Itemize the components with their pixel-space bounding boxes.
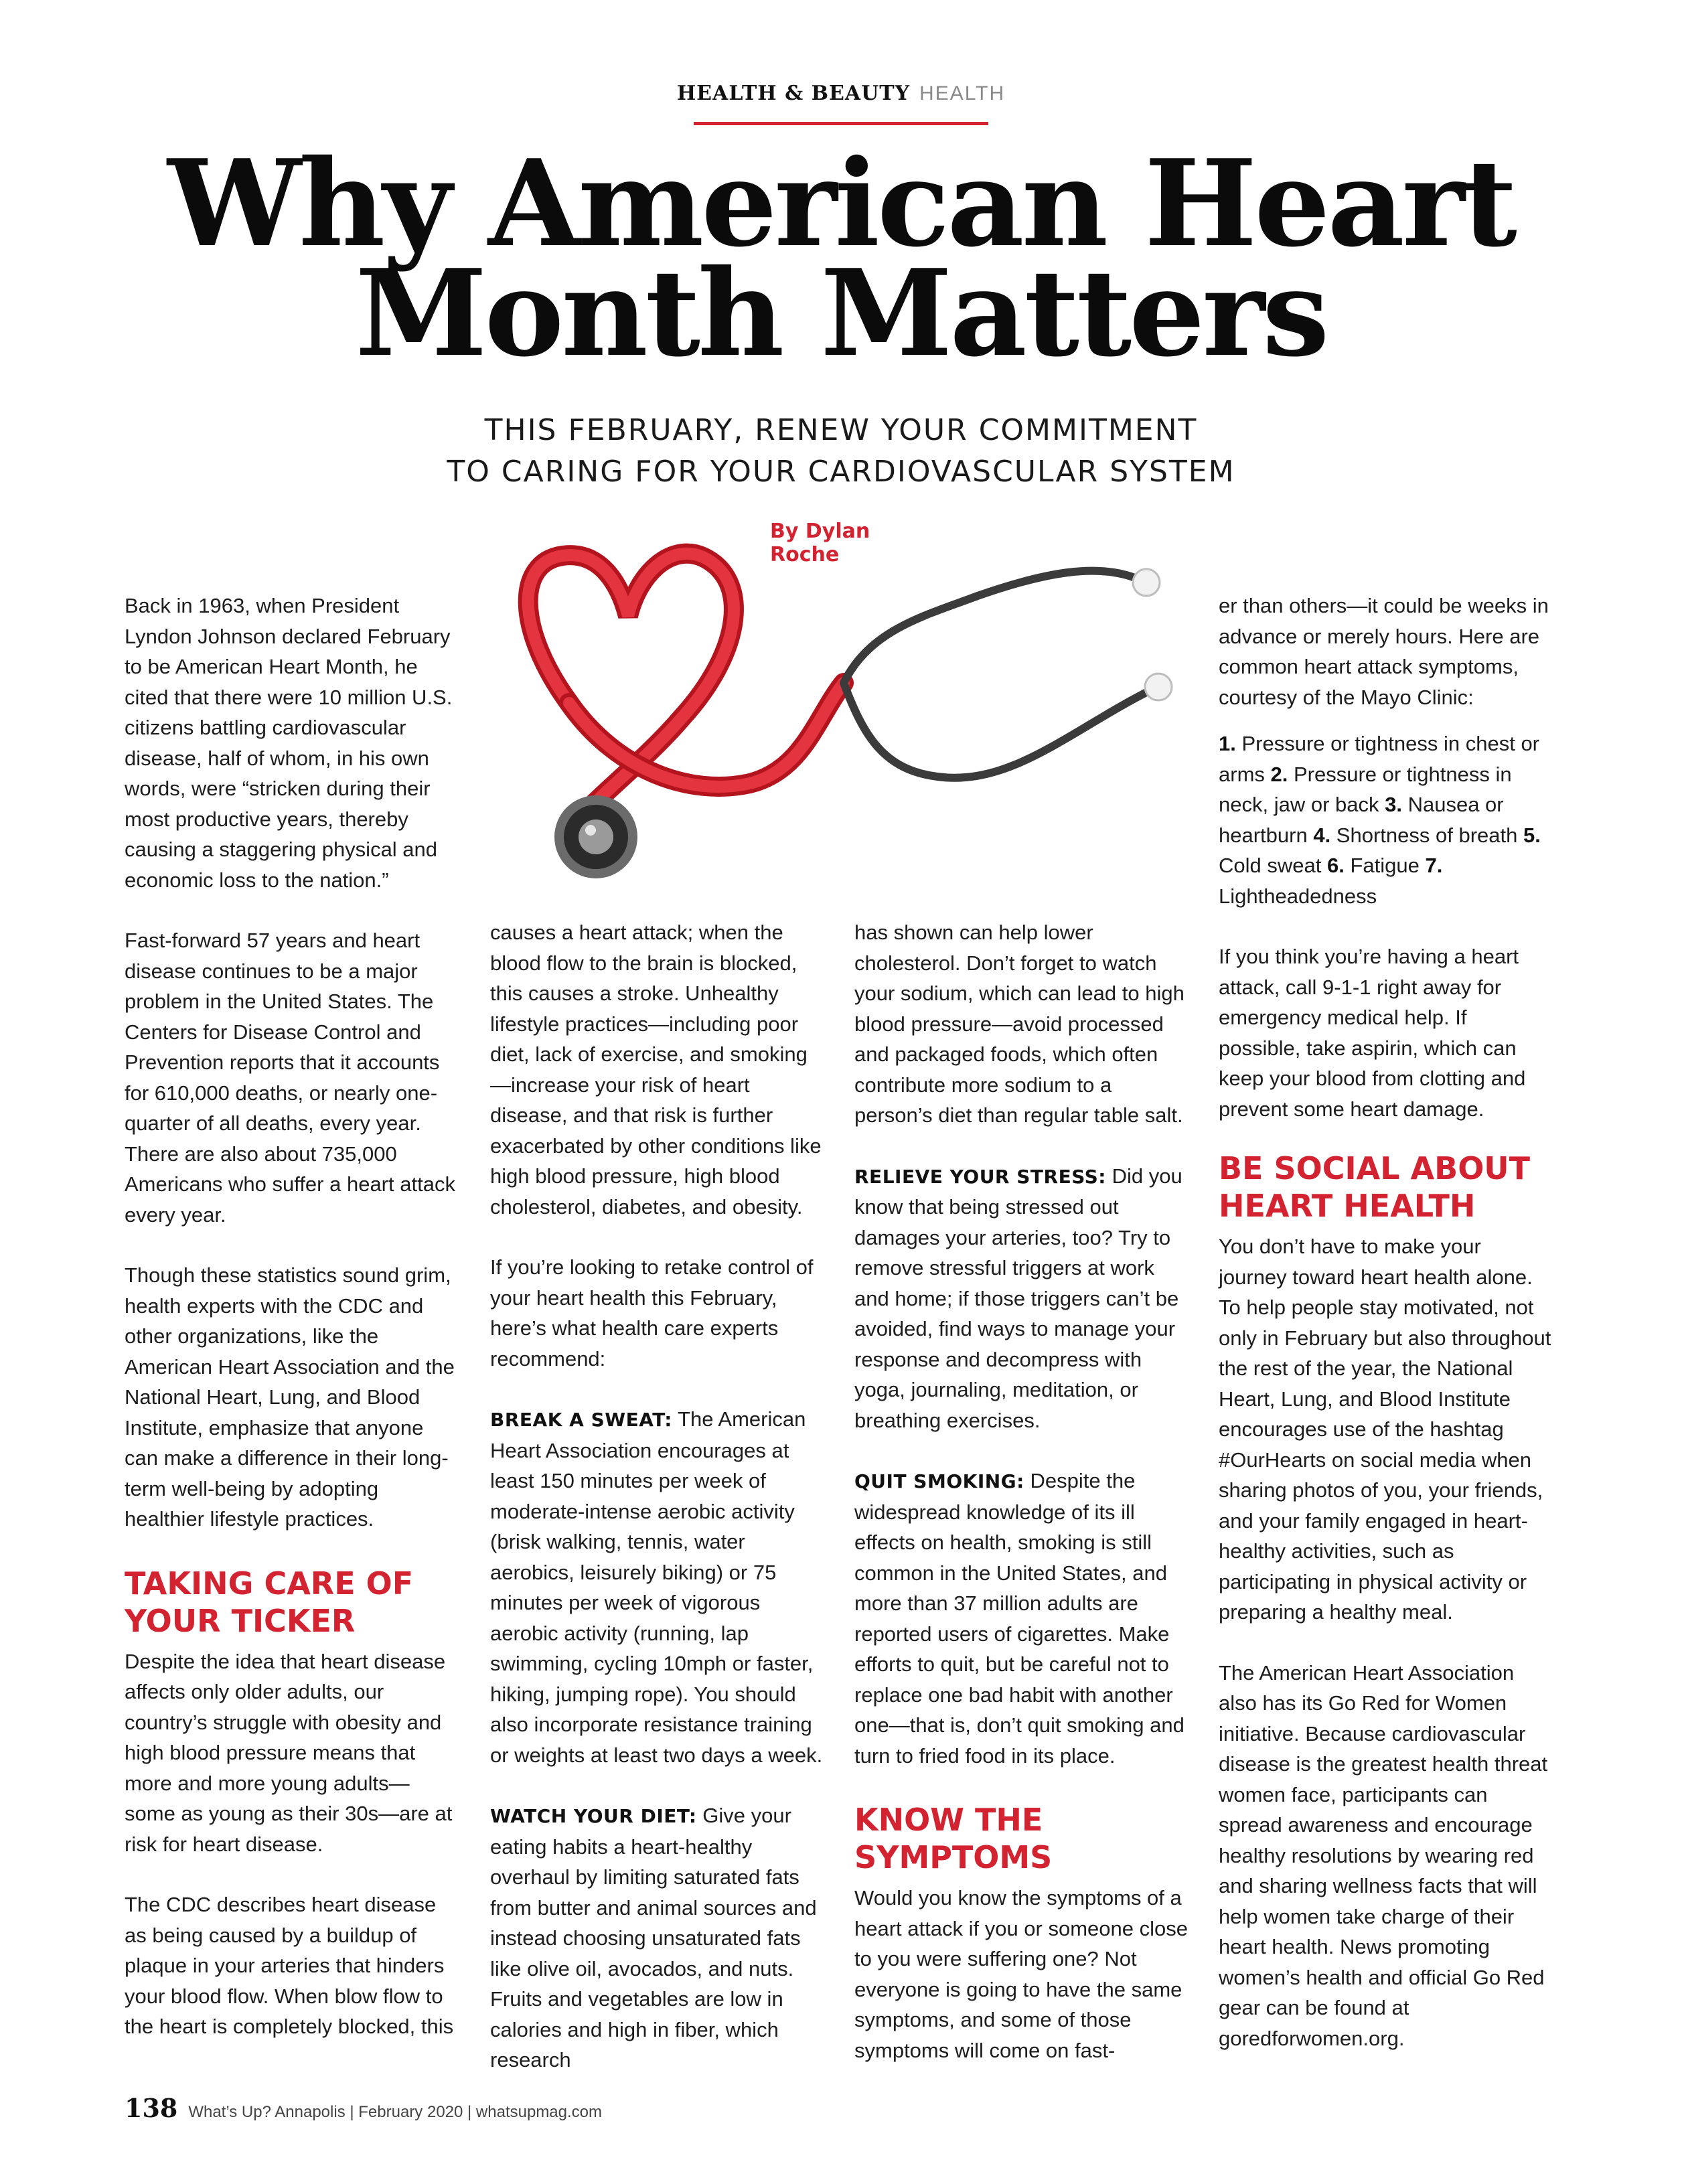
publication-info: What’s Up? Annapolis | February 2020 | whatsupmag.com: [188, 2103, 603, 2121]
lead-in: WATCH YOUR DIET:: [490, 1805, 697, 1827]
deck: [0, 410, 1682, 493]
list-number: 7.: [1425, 854, 1443, 877]
list-text: Pressure or tightness in neck, jaw or back: [1219, 762, 1512, 816]
paragraph: [490, 1800, 825, 2076]
paragraph: Back in 1963, when President Lyndon Johnson declared February to be American Heart Month, he cited that there were 10 million U.S. citizens battling cardiovascular disease, half of whom, in his own words, were “stricken during their most productive years, thereby causing a staggering physical and economic loss to the nation.”: [125, 594, 453, 892]
heart-stethoscope-icon: [469, 516, 1219, 904]
paragraph: Would you know the symptoms of a heart attack if you or someone close to you were suffering one? Not everyone is going to have the same symptoms, and some of those symptoms will come on fast-: [854, 1886, 1188, 2062]
headline-line-1: Why American Heart: [167, 133, 1515, 273]
list-text: Nausea or heartburn: [1219, 793, 1504, 847]
paragraph: You don’t have to make your journey toward heart health alone. To help people stay motivated, not only in February but also throughout the rest of the year, the National Heart, Lung, and Blood Institute encourages use of the hashtag #OurHearts on social media when sharing photos of you, your friends, and your family engaged in heart-healthy activities, such as participating in physical activity or preparing a healthy meal.: [1219, 1235, 1551, 1624]
page-number: 138: [125, 2093, 178, 2123]
section-label: HEALTH & BEAUTY: [676, 82, 911, 105]
paragraph: er than others—it could be weeks in advance or merely hours. Here are common heart attack symptoms, courtesy of the Mayo Clinic:: [1219, 594, 1549, 709]
lead-in: BREAK A SWEAT:: [490, 1409, 673, 1431]
list-text: Cold sweat: [1219, 854, 1327, 877]
paragraph-text: Despite the widespread knowledge of its ill effects on health, smoking is still common in the United States, and more than 37 million adults are reported users of cigarettes. Make efforts to quit, but be careful not to replace one bad habit with another one—that is, don’t quit smoking and turn to fried food in its place.: [854, 1469, 1184, 1768]
paragraph: [854, 1466, 1189, 1771]
column-3: [854, 917, 1189, 2096]
subsection-label: HEALTH: [919, 82, 1006, 104]
section-heading: TAKING CARE OF YOUR TICKER: [125, 1565, 414, 1639]
paragraph: Though these statistics sound grim, health experts with the CDC and other organizations, like the American Heart Association and the National Heart, Lung, and Blood Institute, emphasize that anyone can make a difference in their long-term well-being by adopting healthier lifestyle practices.: [125, 1263, 455, 1531]
column-4: [1219, 591, 1553, 2084]
paragraph: [490, 1404, 825, 1770]
page-footer: [125, 2093, 602, 2123]
list-number: 6.: [1326, 854, 1345, 877]
list-text: Lightheadedness: [1219, 884, 1377, 908]
paragraph-text: Give your eating habits a heart-healthy overhaul by limiting saturated fats from butter and animal sources and instead choosing unsaturated fats like olive oil, avocados, and nuts. Fruits and vegetables are low in calories and high in fiber, which research: [490, 1804, 817, 2072]
paragraph-text: Did you know that being stressed out damages your arteries, too? Try to remove stressful triggers at work and home; if those triggers can’t be avoided, find ways to manage your response and decompress with yoga, journaling, meditation, or breathing exercises.: [854, 1164, 1182, 1432]
section-heading: BE SOCIAL ABOUT HEART HEALTH: [1219, 1150, 1531, 1224]
paragraph: If you’re looking to retake control of your heart health this February, here’s what health care experts recommend:: [490, 1255, 814, 1371]
deck-line-1: THIS FEBRUARY, RENEW YOUR COMMITMENT: [484, 413, 1198, 447]
deck-line-2: TO CARING FOR YOUR CARDIOVASCULAR SYSTEM: [447, 455, 1235, 489]
list-text: Fatigue: [1344, 854, 1426, 877]
byline: By Dylan Roche: [770, 520, 870, 566]
list-number: 1.: [1219, 732, 1236, 755]
list-number: 2.: [1270, 762, 1288, 786]
paragraph: [854, 1161, 1189, 1436]
section-eyebrow: [0, 82, 1682, 105]
paragraph: causes a heart attack; when the blood flow to the brain is blocked, this causes a stroke. Unhealthy lifestyle practices—including poor diet, lack of exercise, and smoking—increase your risk of heart disease, and that risk is further exacerbated by other conditions like high blood pressure, high blood cholesterol, diabetes, and obesity.: [490, 921, 822, 1219]
list-number: 4.: [1313, 823, 1331, 847]
list-number: 3.: [1385, 793, 1402, 816]
column-1: [125, 591, 459, 2072]
symptom-list: [1219, 728, 1553, 911]
section-heading: KNOW THE SYMPTOMS: [854, 1802, 1053, 1875]
headline-line-2: Month Matters: [355, 243, 1327, 383]
list-text: Pressure or tightness in chest or arms: [1219, 732, 1540, 786]
paragraph: The CDC describes heart disease as being caused by a buildup of plaque in your arteries that hinders your blood flow. When blow flow to the heart is completely blocked, this: [125, 1893, 454, 2038]
column-2: [490, 917, 825, 2106]
headline: [0, 133, 1682, 383]
lead-in: RELIEVE YOUR STRESS:: [854, 1165, 1106, 1188]
lead-in: QUIT SMOKING:: [854, 1470, 1024, 1492]
paragraph: Fast-forward 57 years and heart disease continues to be a major problem in the United States. The Centers for Disease Control and Prevention reports that it accounts for 610,000 deaths, or nearly one-quarter of all deaths, every year. There are also about 735,000 Americans who suffer a heart attack every year.: [125, 929, 455, 1227]
list-text: Shortness of breath: [1330, 823, 1523, 847]
paragraph: If you think you’re having a heart attack, call 9-1-1 right away for emergency medical help. If possible, take aspirin, which can keep your blood from clotting and prevent some heart damage.: [1219, 945, 1526, 1121]
paragraph: has shown can help lower cholesterol. Don’t forget to watch your sodium, which can lead to high blood pressure—avoid processed and packaged foods, which often contribute more sodium to a person’s diet than regular table salt.: [854, 921, 1184, 1127]
list-number: 5.: [1523, 823, 1541, 847]
paragraph-text: The American Heart Association encourages at least 150 minutes per week of moderate-intense aerobic activity (brisk walking, tennis, water aerobics, leisurely biking) or 75 minutes per week of vigorous aerobic activity (running, lap swimming, cycling 10mph or faster, hiking, jumping rope). You should also incorporate resistance training or weights at least two days a week.: [490, 1407, 823, 1767]
paragraph: The American Heart Association also has its Go Red for Women initiative. Because cardiovascular disease is the greatest health threat women face, participants can spread awareness and encourage healthy resolutions by wearing red and sharing wellness facts that will help women take charge of their heart health. News promoting women’s health and official Go Red gear can be found at goredforwomen.org.: [1219, 1660, 1548, 2050]
section-rule: [694, 122, 988, 125]
paragraph: Despite the idea that heart disease affects only older adults, our country’s struggle with obesity and high blood pressure means that more and more young adults—some as young as their 30s—are at risk for heart disease.: [125, 1649, 453, 1856]
